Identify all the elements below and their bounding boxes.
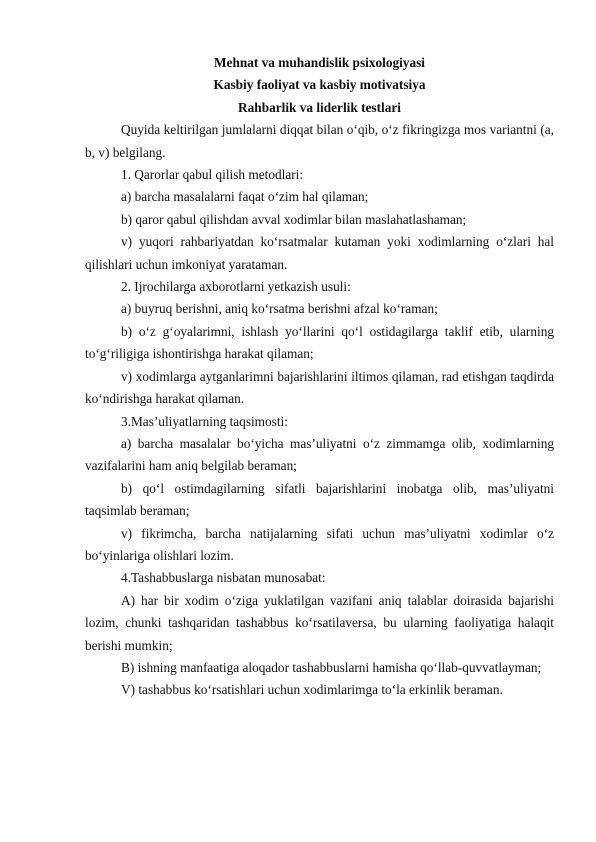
document-title: Mehnat va muhandislik psixologiyasi — [214, 55, 425, 70]
question-2-option-a: a) buyruq berishni, aniq ko‘rsatma berishni afzal ko‘raman; — [121, 301, 438, 317]
question-2-option-v: v) xodimlarga aytganlarimni bajarishlarini iltimos qilaman, rad etishgan taqdirda ko‘ndirishga harakat qilaman. — [85, 368, 554, 407]
question-1-option-a: a) barcha masalalarni faqat o‘zim hal qilaman; — [121, 189, 369, 205]
question-1-heading: 1. Qarorlar qabul qilish metodlari: — [121, 167, 304, 183]
question-4-option-b: B) ishning manfaatiga aloqador tashabbuslarni hamisha qo‘llab-quvvatlayman; — [121, 659, 542, 675]
question-4-option-a: A) har bir xodim o‘ziga yuklatilgan vazifani aniq talablar doirasida bajarishi lozim, chunki tashqaridan tashabbus ko‘rsatilaversa, bu ularning faoliyatiga halaqit berishi mumkin; — [85, 592, 554, 653]
question-2-heading: 2. Ijrochilarga axborotlarni yetkazish usuli: — [121, 279, 351, 295]
question-2-option-b: b) o‘z g‘oyalarimni, ishlash yo‘llarini qo‘l ostidagilarga taklif etib, ularning to‘g‘riligiga ishontirishga harakat qilaman; — [85, 323, 554, 362]
question-4-option-v: V) tashabbus ko‘rsatishlari uchun xodimlarimga to‘la erkinlik beraman. — [121, 682, 503, 698]
question-1-option-b: b) qaror qabul qilishdan avval xodimlar bilan maslahatlashaman; — [121, 211, 467, 227]
question-4-heading: 4.Tashabbuslarga nisbatan munosabat: — [121, 570, 326, 586]
question-3-option-v: v) fikrimcha, barcha natijalarning sifati uchun mas’uliyatni xodimlar o‘z bo‘yinlariga olishlari lozim. — [85, 525, 554, 563]
question-3-option-a: a) barcha masalalar bo‘yicha mas’uliyatni o‘z zimmamga olib, xodimlarning vazifalarini ham aniq belgilab beraman; — [85, 435, 554, 474]
question-3-option-b: b) qo‘l ostimdagilarning sifatli bajarishlarini inobatga olib, mas’uliyatni taqsimlab beraman; — [85, 480, 554, 519]
section-title: Kasbiy faoliyat va kasbiy motivatsiya — [213, 77, 426, 93]
question-1-option-v: v) yuqori rahbariyatdan ko‘rsatmalar kutaman yoki xodimlarning o‘zlari hal qilishlari uchun imkoniyat yarataman. — [85, 234, 554, 272]
subsection-title: Rahbarlik va liderlik testlari — [238, 99, 401, 115]
instruction-paragraph: Quyida keltirilgan jumlalarni diqqat bilan o‘qib, o‘z fikringizga mos variantni (a, b, v) belgilang. — [85, 122, 554, 160]
question-3-heading: 3.Mas’uliyatlarning taqsimosti: — [121, 413, 288, 429]
